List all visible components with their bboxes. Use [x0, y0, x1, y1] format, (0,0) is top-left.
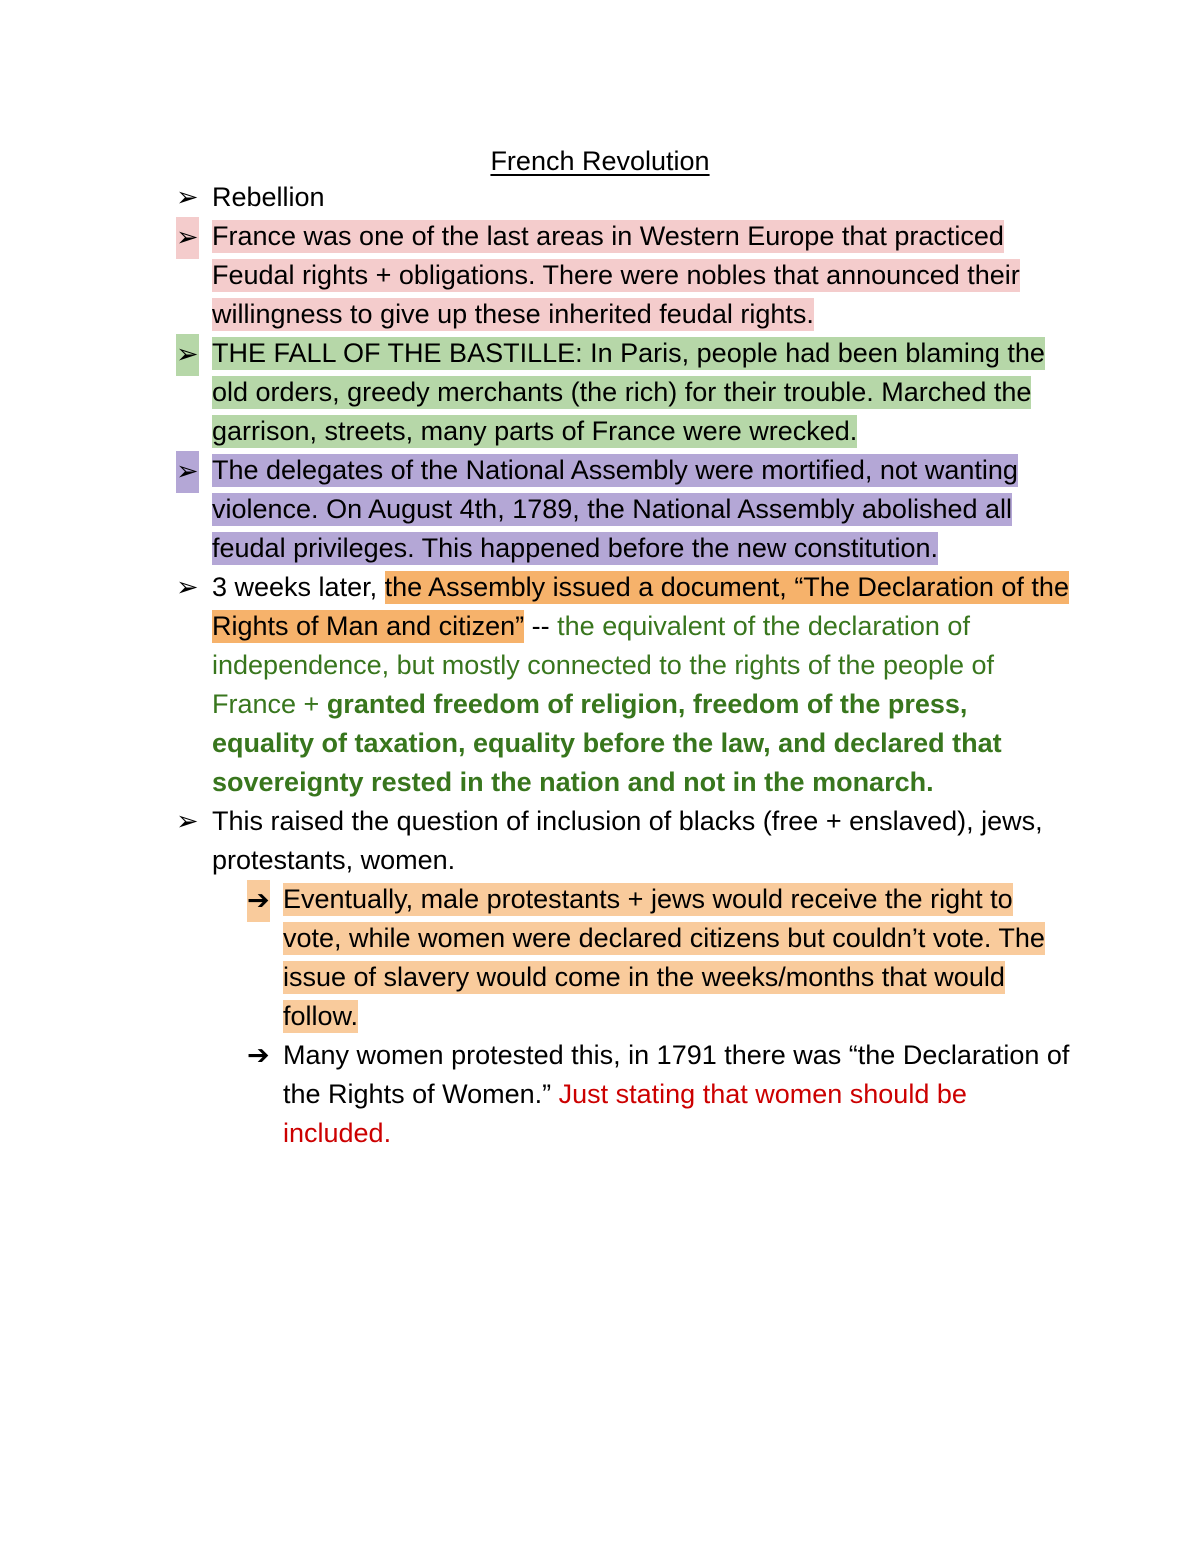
bullet-fall-of-bastille [176, 334, 1076, 451]
arrowhead-bullet-icon: ➢ [176, 334, 199, 376]
arrowhead-bullet-icon: ➢ [176, 451, 199, 493]
bullet-text: The delegates of the National Assembly were mortified, not wanting violence. On August 4th, 1789, the National Assembly abolished all feudal privileges. This happened before the new constitution. [212, 455, 1018, 563]
subbullet-eventually [176, 880, 1076, 1036]
subbullet-women-protest [176, 1036, 1076, 1153]
declaration-highlight: the Assembly issued a document, “The Declaration of the Rights of Man and citizen” [212, 572, 1069, 641]
red-annotation: Just stating that women should be included. [283, 1079, 967, 1148]
green-annotation: the equivalent of the declaration of independence, but mostly connected to the rights of the people of France + [212, 611, 995, 719]
subbullet-text: Eventually, male protestants + jews would receive the right to vote, while women were declared citizens but couldn’t vote. The issue of slavery would come in the weeks/months that would follow. [283, 884, 1045, 1031]
bullet-text: THE FALL OF THE BASTILLE: In Paris, people had been blaming the old orders, greedy merchants (the rich) for their trouble. Marched the garrison, streets, many parts of France were wrecked. [212, 338, 1045, 446]
bullet-text: France was one of the last areas in Western Europe that practiced Feudal rights + obligations. There were nobles that announced their willingness to give up these inherited feudal rights. [212, 221, 1020, 329]
bullet-national-assembly [176, 451, 1076, 568]
arrow-bullet-icon: ➔ [247, 880, 270, 922]
notes-list [176, 178, 1076, 1153]
arrowhead-bullet-icon: ➢ [176, 806, 199, 836]
page-title: French Revolution [490, 146, 710, 176]
bullet-inclusion-question [176, 802, 1076, 880]
arrowhead-bullet-icon: ➢ [176, 182, 199, 212]
bullet-rebellion [176, 178, 1076, 217]
green-bold-annotation: granted freedom of religion, freedom of the press, equality of taxation, equality before the law, and declared that sovereignty rested in the nation and not in the monarch. [212, 689, 1002, 797]
bullet-text: Rebellion [212, 182, 325, 212]
arrowhead-bullet-icon: ➢ [176, 572, 199, 602]
arrow-bullet-icon: ➔ [247, 1040, 270, 1070]
arrowhead-bullet-icon: ➢ [176, 217, 199, 259]
bullet-lead-text: 3 weeks later, [212, 572, 385, 602]
subbullet-text: Many women protested this, in 1791 there was “the Declaration of the Rights of Women.” [283, 1040, 1070, 1109]
dash-text: -- [524, 611, 558, 641]
bullet-text: This raised the question of inclusion of blacks (free + enslaved), jews, protestants, women. [212, 806, 1043, 875]
bullet-feudal-rights [176, 217, 1076, 334]
bullet-declaration-of-rights [176, 568, 1076, 802]
